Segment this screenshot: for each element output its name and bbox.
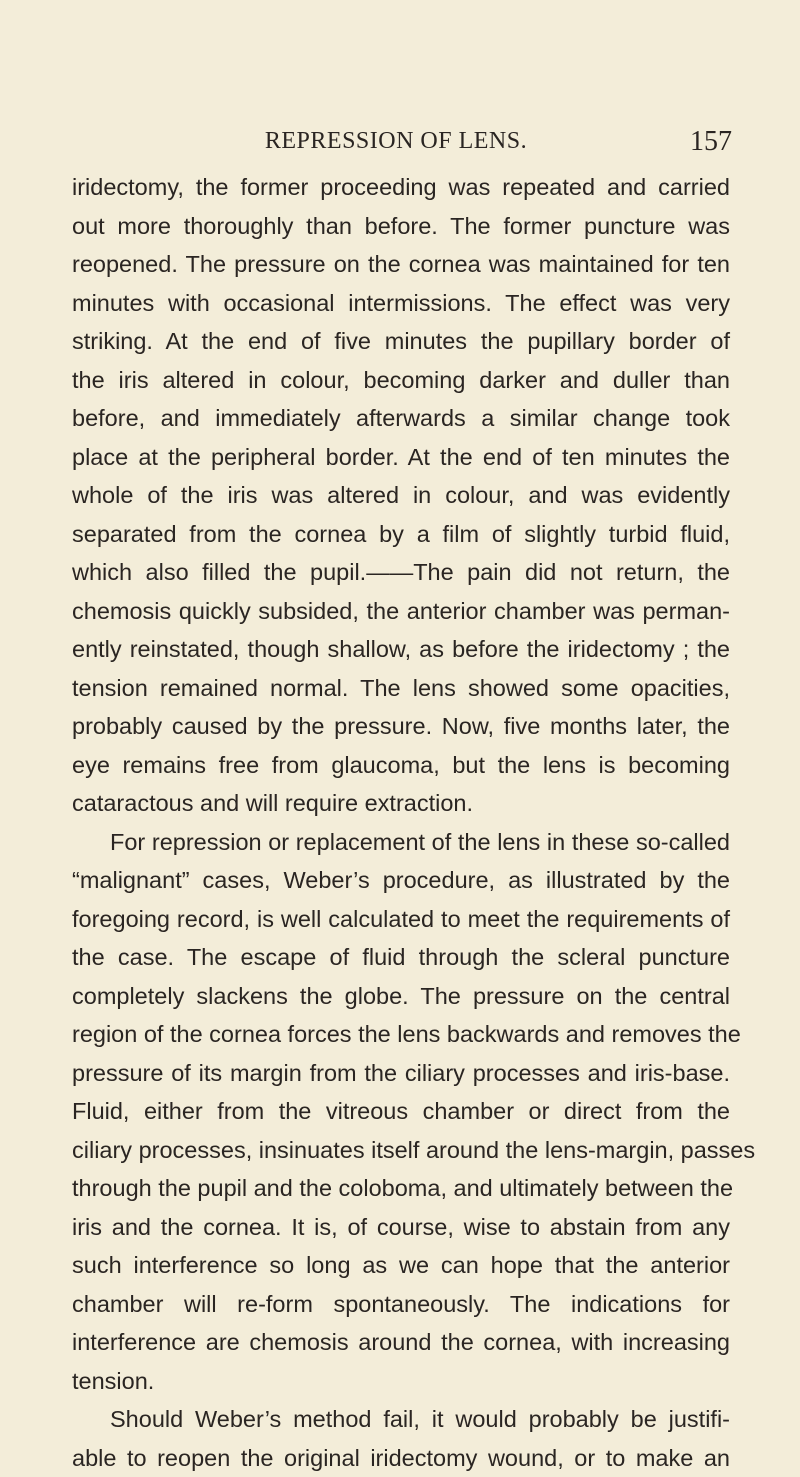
text-line: chemosis quickly subsided, the anterior chamber was perman- bbox=[72, 592, 730, 631]
text-line: Fluid, either from the vitreous chamber or direct from the bbox=[72, 1092, 730, 1131]
text-line: foregoing record, is well calculated to meet the requirements of bbox=[72, 900, 730, 939]
text-line: tension remained normal. The lens showed some opacities, bbox=[72, 669, 730, 708]
text-line: reopened. The pressure on the cornea was maintained for ten bbox=[72, 245, 730, 284]
text-line: striking. At the end of five minutes the pupillary border of bbox=[72, 322, 730, 361]
text-line: completely slackens the globe. The pressure on the central bbox=[72, 977, 730, 1016]
body-text bbox=[72, 168, 730, 1477]
running-head bbox=[0, 128, 800, 162]
text-line: which also filled the pupil.——The pain did not return, the bbox=[72, 553, 730, 592]
text-line: chamber will re-form spontaneously. The indications for bbox=[72, 1285, 730, 1324]
text-line: place at the peripheral border. At the end of ten minutes the bbox=[72, 438, 730, 477]
text-line: able to reopen the original iridectomy wound, or to make an bbox=[72, 1439, 730, 1477]
text-line: interference are chemosis around the cornea, with increasing bbox=[72, 1323, 730, 1362]
text-line: pressure of its margin from the ciliary processes and iris-base. bbox=[72, 1054, 730, 1093]
paragraph-start-line: For repression or replacement of the lens in these so-called bbox=[72, 823, 730, 862]
text-line: before, and immediately afterwards a similar change took bbox=[72, 399, 730, 438]
text-line: ently reinstated, though shallow, as before the iridectomy ; the bbox=[72, 630, 730, 669]
running-title: REPRESSION OF LENS. bbox=[265, 128, 527, 155]
paragraph-start-line: Should Weber’s method fail, it would probably be justifi- bbox=[72, 1400, 730, 1439]
text-line: the case. The escape of fluid through the scleral puncture bbox=[72, 938, 730, 977]
paragraph-end-line: tension. bbox=[72, 1362, 730, 1401]
text-line: ciliary processes, insinuates itself around the lens-margin, passes bbox=[72, 1131, 730, 1170]
page-number: 157 bbox=[690, 126, 732, 158]
text-line: minutes with occasional intermissions. The effect was very bbox=[72, 284, 730, 323]
text-line: separated from the cornea by a film of slightly turbid fluid, bbox=[72, 515, 730, 554]
text-line: through the pupil and the coloboma, and ultimately between the bbox=[72, 1169, 730, 1208]
text-line: iridectomy, the former proceeding was repeated and carried bbox=[72, 168, 730, 207]
text-line: region of the cornea forces the lens backwards and removes the bbox=[72, 1015, 730, 1054]
text-line: probably caused by the pressure. Now, five months later, the bbox=[72, 707, 730, 746]
text-line: such interference so long as we can hope that the anterior bbox=[72, 1246, 730, 1285]
text-line: iris and the cornea. It is, of course, wise to abstain from any bbox=[72, 1208, 730, 1247]
text-line: out more thoroughly than before. The former puncture was bbox=[72, 207, 730, 246]
text-line: the iris altered in colour, becoming darker and duller than bbox=[72, 361, 730, 400]
text-line: eye remains free from glaucoma, but the lens is becoming bbox=[72, 746, 730, 785]
paragraph-end-line: cataractous and will require extraction. bbox=[72, 784, 730, 823]
text-line: whole of the iris was altered in colour, and was evidently bbox=[72, 476, 730, 515]
text-line: “malignant” cases, Weber’s procedure, as illustrated by the bbox=[72, 861, 730, 900]
